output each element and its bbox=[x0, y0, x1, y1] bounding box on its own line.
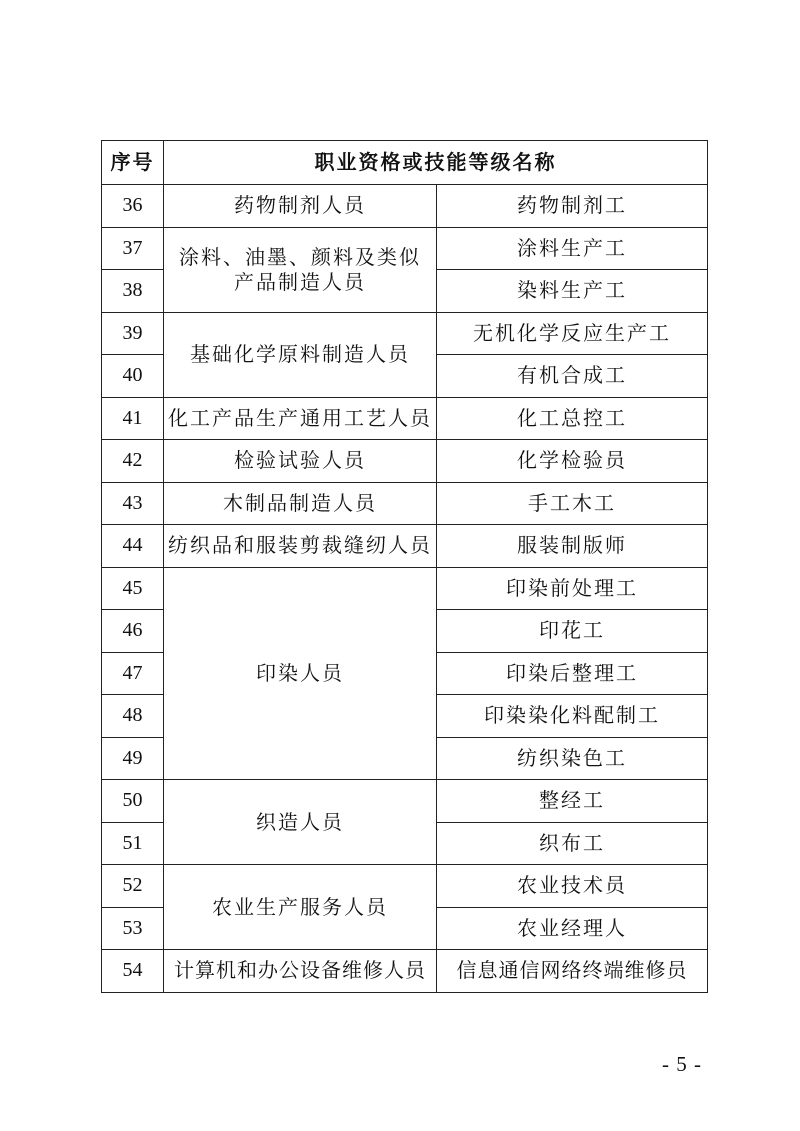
job-cell: 农业技术员 bbox=[437, 865, 708, 908]
table-row bbox=[102, 525, 708, 568]
table-header-row bbox=[102, 141, 708, 185]
row-number: 38 bbox=[102, 270, 164, 313]
table-row bbox=[102, 440, 708, 483]
occupation-table bbox=[101, 140, 708, 993]
job-cell: 信息通信网络终端维修员 bbox=[437, 950, 708, 993]
row-number: 50 bbox=[102, 780, 164, 823]
row-number: 53 bbox=[102, 907, 164, 950]
job-cell: 手工木工 bbox=[437, 482, 708, 525]
row-number: 43 bbox=[102, 482, 164, 525]
job-cell: 印染染化料配制工 bbox=[437, 695, 708, 738]
row-number: 40 bbox=[102, 355, 164, 398]
row-number: 48 bbox=[102, 695, 164, 738]
table-row bbox=[102, 482, 708, 525]
header-name: 职业资格或技能等级名称 bbox=[164, 141, 708, 185]
table-row bbox=[102, 312, 708, 355]
page-number: - 5 - bbox=[662, 1052, 702, 1076]
row-number: 42 bbox=[102, 440, 164, 483]
category-cell: 检验试验人员 bbox=[164, 440, 437, 483]
job-cell: 印染前处理工 bbox=[437, 567, 708, 610]
row-number: 46 bbox=[102, 610, 164, 653]
job-cell: 纺织染色工 bbox=[437, 737, 708, 780]
category-cell: 织造人员 bbox=[164, 780, 437, 865]
category-cell: 计算机和办公设备维修人员 bbox=[164, 950, 437, 993]
table-row bbox=[102, 567, 708, 610]
row-number: 44 bbox=[102, 525, 164, 568]
job-cell: 化工总控工 bbox=[437, 397, 708, 440]
job-cell: 药物制剂工 bbox=[437, 185, 708, 228]
row-number: 54 bbox=[102, 950, 164, 993]
row-number: 47 bbox=[102, 652, 164, 695]
row-number: 39 bbox=[102, 312, 164, 355]
table-row bbox=[102, 950, 708, 993]
row-number: 37 bbox=[102, 227, 164, 270]
job-cell: 染料生产工 bbox=[437, 270, 708, 313]
category-cell: 化工产品生产通用工艺人员 bbox=[164, 397, 437, 440]
category-cell: 纺织品和服装剪裁缝纫人员 bbox=[164, 525, 437, 568]
job-cell: 农业经理人 bbox=[437, 907, 708, 950]
category-cell: 药物制剂人员 bbox=[164, 185, 437, 228]
row-number: 49 bbox=[102, 737, 164, 780]
row-number: 41 bbox=[102, 397, 164, 440]
row-number: 36 bbox=[102, 185, 164, 228]
job-cell: 无机化学反应生产工 bbox=[437, 312, 708, 355]
table-row bbox=[102, 227, 708, 270]
row-number: 52 bbox=[102, 865, 164, 908]
job-cell: 印染后整理工 bbox=[437, 652, 708, 695]
row-number: 45 bbox=[102, 567, 164, 610]
category-cell: 农业生产服务人员 bbox=[164, 865, 437, 950]
job-cell: 涂料生产工 bbox=[437, 227, 708, 270]
table-row bbox=[102, 865, 708, 908]
job-cell: 服装制版师 bbox=[437, 525, 708, 568]
job-cell: 整经工 bbox=[437, 780, 708, 823]
header-seq: 序号 bbox=[102, 141, 164, 185]
category-cell: 印染人员 bbox=[164, 567, 437, 780]
table-row bbox=[102, 780, 708, 823]
job-cell: 化学检验员 bbox=[437, 440, 708, 483]
job-cell: 有机合成工 bbox=[437, 355, 708, 398]
category-cell: 木制品制造人员 bbox=[164, 482, 437, 525]
job-cell: 织布工 bbox=[437, 822, 708, 865]
job-cell: 印花工 bbox=[437, 610, 708, 653]
category-cell: 基础化学原料制造人员 bbox=[164, 312, 437, 397]
row-number: 51 bbox=[102, 822, 164, 865]
table-row bbox=[102, 185, 708, 228]
table-row bbox=[102, 397, 708, 440]
category-cell: 涂料、油墨、颜料及类似产品制造人员 bbox=[164, 227, 437, 312]
